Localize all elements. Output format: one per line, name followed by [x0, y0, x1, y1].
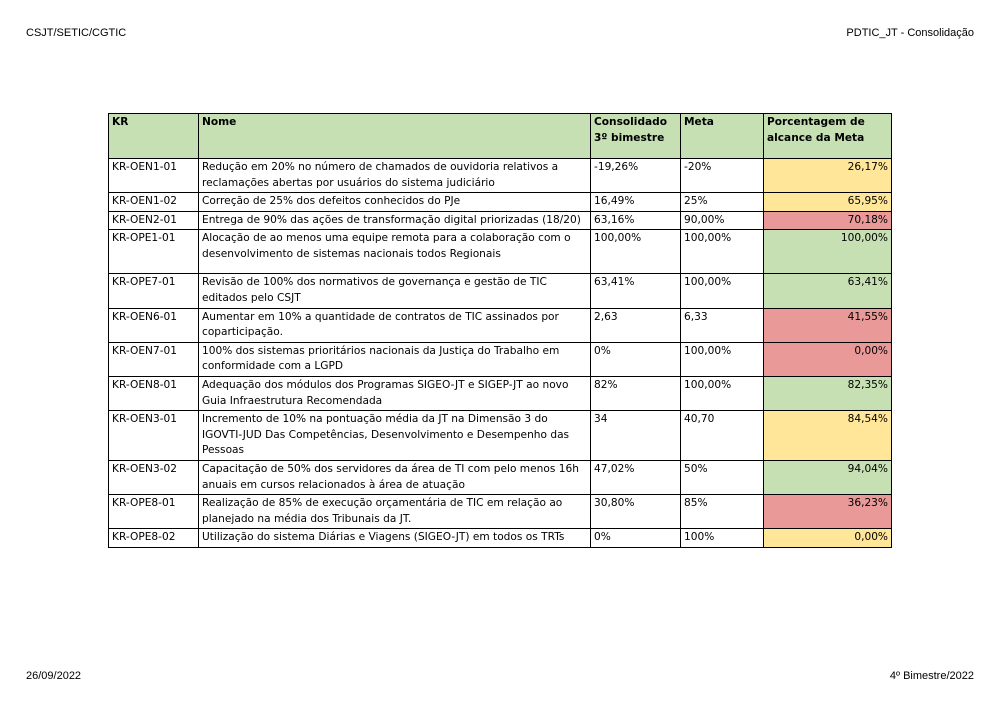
cell-nome: Alocação de ao menos uma equipe remota para a colaboração com o desenvolvimento de sistemas nacionais todos Regionais [199, 230, 591, 274]
table-row [109, 529, 892, 548]
cell-porcentagem: 82,35% [764, 376, 892, 410]
cell-porcentagem: 94,04% [764, 460, 892, 494]
table-row [109, 193, 892, 212]
table-row [109, 376, 892, 410]
cell-kr: KR-OEN6-01 [109, 308, 199, 342]
cell-consolidado: 63,16% [591, 211, 681, 230]
column-header-kr: KR [109, 114, 199, 159]
column-header-consolidado: Consolidado 3º bimestre [591, 114, 681, 159]
cell-consolidado: 100,00% [591, 230, 681, 274]
column-header-nome: Nome [199, 114, 591, 159]
column-header-meta: Meta [681, 114, 764, 159]
footer-date: 26/09/2022 [26, 670, 82, 682]
cell-meta: 100,00% [681, 342, 764, 376]
cell-porcentagem: 65,95% [764, 193, 892, 212]
cell-nome: 100% dos sistemas prioritários nacionais da Justiça do Trabalho em conformidade com a LGPD [199, 342, 591, 376]
cell-meta: 100,00% [681, 230, 764, 274]
cell-consolidado: 0% [591, 529, 681, 548]
cell-consolidado: 47,02% [591, 460, 681, 494]
cell-kr: KR-OPE8-01 [109, 495, 199, 529]
cell-meta: -20% [681, 159, 764, 193]
cell-porcentagem: 26,17% [764, 159, 892, 193]
cell-nome: Adequação dos módulos dos Programas SIGEO-JT e SIGEP-JT ao novo Guia Infraestrutura Recomendada [199, 376, 591, 410]
cell-meta: 100,00% [681, 376, 764, 410]
cell-porcentagem: 0,00% [764, 342, 892, 376]
table-row [109, 411, 892, 461]
cell-kr: KR-OPE1-01 [109, 230, 199, 274]
table-row [109, 211, 892, 230]
cell-consolidado: 16,49% [591, 193, 681, 212]
cell-meta: 6,33 [681, 308, 764, 342]
header-org: CSJT/SETIC/CGTIC [26, 27, 127, 39]
footer-period: 4º Bimestre/2022 [889, 670, 974, 682]
cell-consolidado: 34 [591, 411, 681, 461]
cell-consolidado: 63,41% [591, 274, 681, 308]
cell-kr: KR-OEN7-01 [109, 342, 199, 376]
table-row [109, 495, 892, 529]
cell-porcentagem: 41,55% [764, 308, 892, 342]
cell-kr: KR-OEN8-01 [109, 376, 199, 410]
table-row [109, 159, 892, 193]
table-row [109, 230, 892, 274]
cell-meta: 100,00% [681, 274, 764, 308]
cell-consolidado: 30,80% [591, 495, 681, 529]
kr-table [108, 113, 892, 548]
cell-kr: KR-OEN3-02 [109, 460, 199, 494]
table-row [109, 274, 892, 308]
cell-consolidado: 0% [591, 342, 681, 376]
cell-consolidado: -19,26% [591, 159, 681, 193]
cell-nome: Capacitação de 50% dos servidores da área de TI com pelo menos 16h anuais em cursos relacionados à área de atuação [199, 460, 591, 494]
table-row [109, 308, 892, 342]
cell-porcentagem: 36,23% [764, 495, 892, 529]
cell-kr: KR-OEN1-02 [109, 193, 199, 212]
cell-nome: Utilização do sistema Diárias e Viagens (SIGEO-JT) em todos os TRTs [199, 529, 591, 548]
column-header-porcentagem: Porcentagem de alcance da Meta [764, 114, 892, 159]
cell-kr: KR-OPE8-02 [109, 529, 199, 548]
cell-porcentagem: 0,00% [764, 529, 892, 548]
cell-porcentagem: 84,54% [764, 411, 892, 461]
cell-porcentagem: 70,18% [764, 211, 892, 230]
cell-consolidado: 2,63 [591, 308, 681, 342]
cell-meta: 85% [681, 495, 764, 529]
cell-kr: KR-OEN2-01 [109, 211, 199, 230]
table-row [109, 460, 892, 494]
cell-kr: KR-OEN1-01 [109, 159, 199, 193]
cell-meta: 40,70 [681, 411, 764, 461]
cell-nome: Aumentar em 10% a quantidade de contratos de TIC assinados por coparticipação. [199, 308, 591, 342]
cell-nome: Redução em 20% no número de chamados de ouvidoria relativos a reclamações abertas por usuários do sistema judiciário [199, 159, 591, 193]
cell-porcentagem: 63,41% [764, 274, 892, 308]
cell-kr: KR-OPE7-01 [109, 274, 199, 308]
cell-meta: 90,00% [681, 211, 764, 230]
cell-nome: Realização de 85% de execução orçamentária de TIC em relação ao planejado na média dos Tribunais da JT. [199, 495, 591, 529]
table-row [109, 342, 892, 376]
cell-nome: Revisão de 100% dos normativos de governança e gestão de TIC editados pelo CSJT [199, 274, 591, 308]
cell-meta: 25% [681, 193, 764, 212]
table-header-row [109, 114, 892, 159]
cell-porcentagem: 100,00% [764, 230, 892, 274]
cell-kr: KR-OEN3-01 [109, 411, 199, 461]
cell-nome: Entrega de 90% das ações de transformação digital priorizadas (18/20) [199, 211, 591, 230]
cell-meta: 100% [681, 529, 764, 548]
cell-nome: Incremento de 10% na pontuação média da JT na Dimensão 3 do IGOVTI-JUD Das Competências, Desenvolvimento e Desempenho das Pessoas [199, 411, 591, 461]
cell-nome: Correção de 25% dos defeitos conhecidos do PJe [199, 193, 591, 212]
cell-consolidado: 82% [591, 376, 681, 410]
header-title: PDTIC_JT - Consolidação [846, 27, 974, 39]
cell-meta: 50% [681, 460, 764, 494]
